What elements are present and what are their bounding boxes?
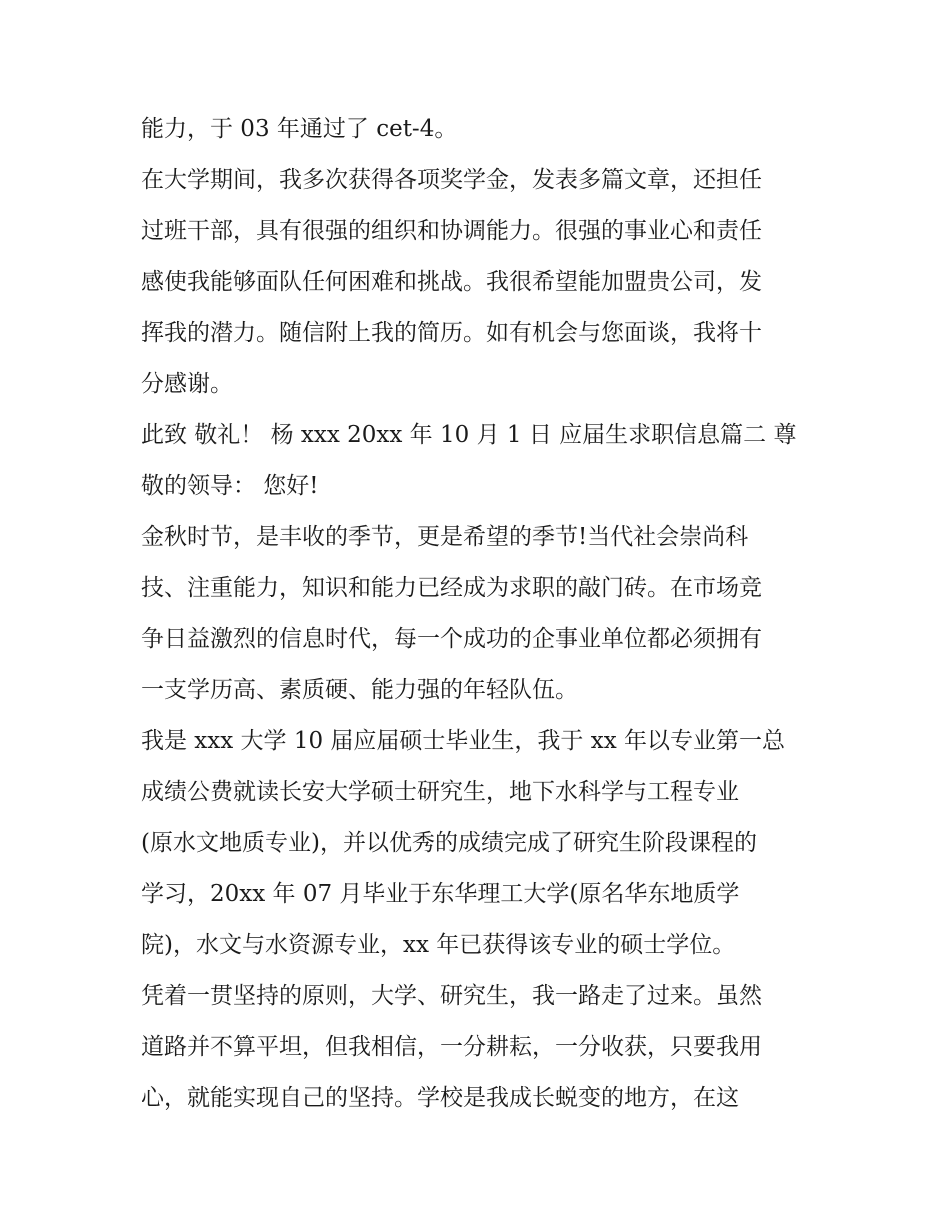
text-line: 敬的领导： 您好! [141,473,319,499]
text-line: 过班干部，具有很强的组织和协调能力。很强的事业心和责任 [141,218,762,244]
text-line: 此致 敬礼！ 杨 xxx 20xx 年 10 月 1 日 应届生求职信息篇二 尊 [141,422,797,448]
text-line: 争日益激烈的信息时代，每一个成功的企事业单位都必须拥有 [141,626,762,652]
text-line: (原水文地质专业)，并以优秀的成绩完成了研究生阶段课程的 [141,830,757,856]
text-line: 技、注重能力，知识和能力已经成为求职的敲门砖。在市场竞 [141,575,762,601]
text-line: 挥我的潜力。随信附上我的简历。如有机会与您面谈，我将十 [141,320,762,346]
text-line: 分感谢。 [141,371,233,397]
text-line: 学习，20xx 年 07 月毕业于东华理工大学(原名华东地质学 [141,881,740,907]
text-line: 院)，水文与水资源专业，xx 年已获得该专业的硕士学位。 [141,932,736,958]
document-body [141,104,821,1124]
text-line: 成绩公费就读长安大学硕士研究生，地下水科学与工程专业 [141,779,739,805]
text-line: 金秋时节，是丰收的季节，更是希望的季节!当代社会崇尚科 [141,524,749,550]
text-line: 道路并不算平坦，但我相信，一分耕耘，一分收获，只要我用 [141,1034,762,1060]
text-line: 在大学期间，我多次获得各项奖学金，发表多篇文章，还担任 [141,167,762,193]
text-line: 能力，于 03 年通过了 cet-4。 [141,116,458,142]
text-line: 我是 xxx 大学 10 届应届硕士毕业生，我于 xx 年以专业第一总 [141,728,785,754]
text-line: 心，就能实现自己的坚持。学校是我成长蜕变的地方，在这 [141,1085,739,1111]
text-line: 凭着一贯坚持的原则，大学、研究生，我一路走了过来。虽然 [141,983,762,1009]
text-line: 一支学历高、素质硬、能力强的年轻队伍。 [141,677,578,703]
text-line: 感使我能够面队任何困难和挑战。我很希望能加盟贵公司，发 [141,269,762,295]
